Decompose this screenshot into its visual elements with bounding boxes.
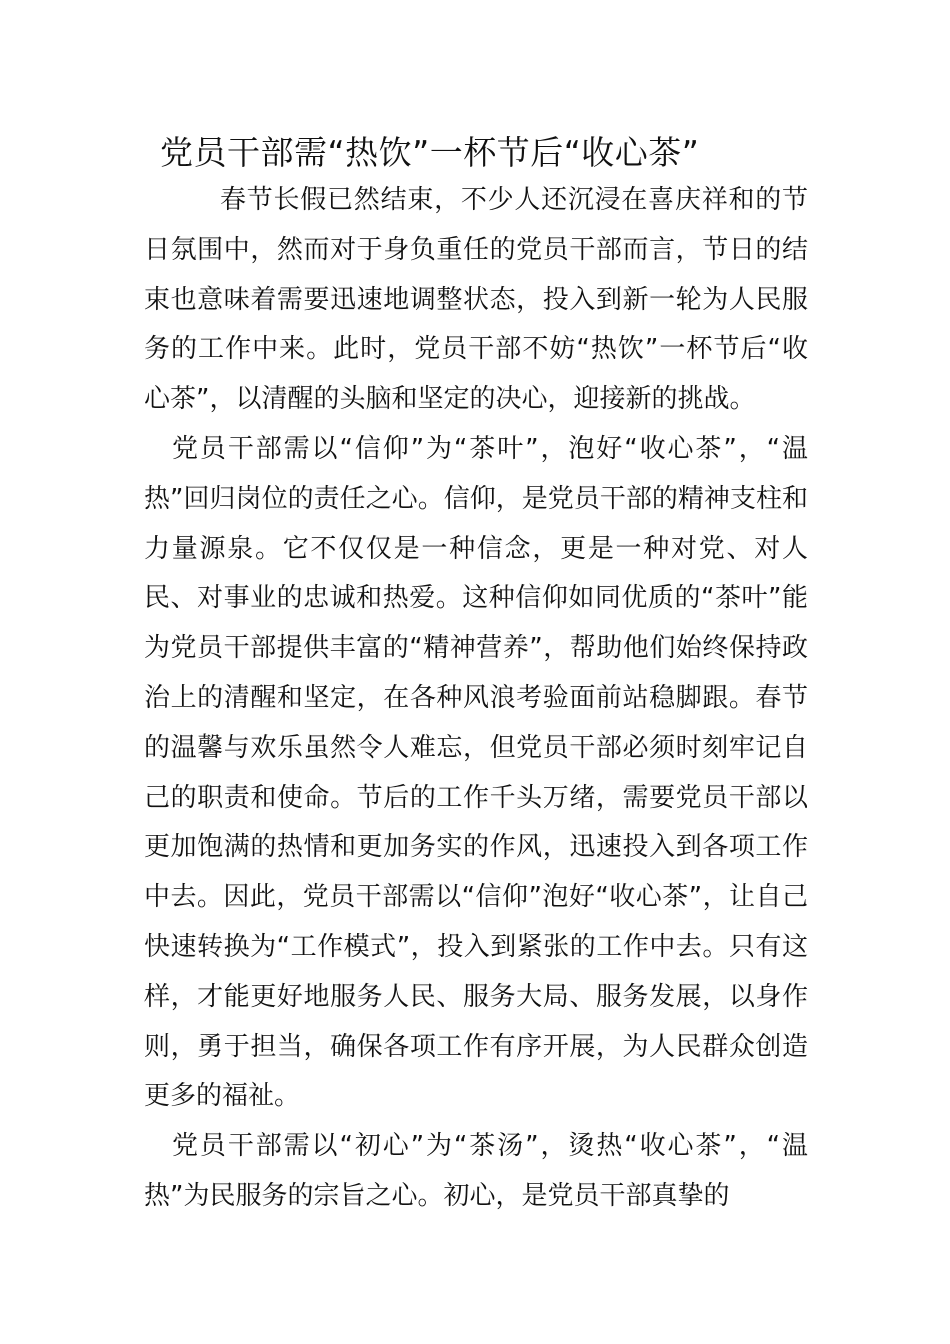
paragraph-original-aspiration: 党员干部需以“初心”为“茶汤”，烫热“收心茶”，“温热”为民服务的宗旨之心。初心，是党员干部真挚的 — [144, 1131, 808, 1211]
document-title: 党员干部需“热饮”一杯节后“收心茶” — [160, 133, 700, 172]
document-body — [144, 176, 808, 1222]
paragraph-intro: 春节长假已然结束，不少人还沉浸在喜庆祥和的节日氛围中，然而对于身负重任的党员干部而言，节日的结束也意味着需要迅速地调整状态，投入到新一轮为人民服务的工作中来。此时，党员干部不妨“热饮”一杯节后“收心茶”，以清醒的头脑和坚定的决心，迎接新的挑战。 — [144, 185, 808, 415]
paragraph-faith: 党员干部需以“信仰”为“茶叶”，泡好“收心茶”，“温热”回归岗位的责任之心。信仰，是党员干部的精神支柱和力量源泉。它不仅仅是一种信念，更是一种对党、对人民、对事业的忠诚和热爱。这种信仰如同优质的“茶叶”能为党员干部提供丰富的“精神营养”，帮助他们始终保持政治上的清醒和坚定，在各种风浪考验面前站稳脚跟。春节的温馨与欢乐虽然令人难忘，但党员干部必须时刻牢记自己的职责和使命。节后的工作千头万绪，需要党员干部以更加饱满的热情和更加务实的作风，迅速投入到各项工作中去。因此，党员干部需以“信仰”泡好“收心茶”，让自己快速转换为“工作模式”，投入到紧张的工作中去。只有这样，才能更好地服务人民、服务大局、服务发展，以身作则，勇于担当，确保各项工作有序开展，为人民群众创造更多的福祉。 — [144, 433, 808, 1112]
